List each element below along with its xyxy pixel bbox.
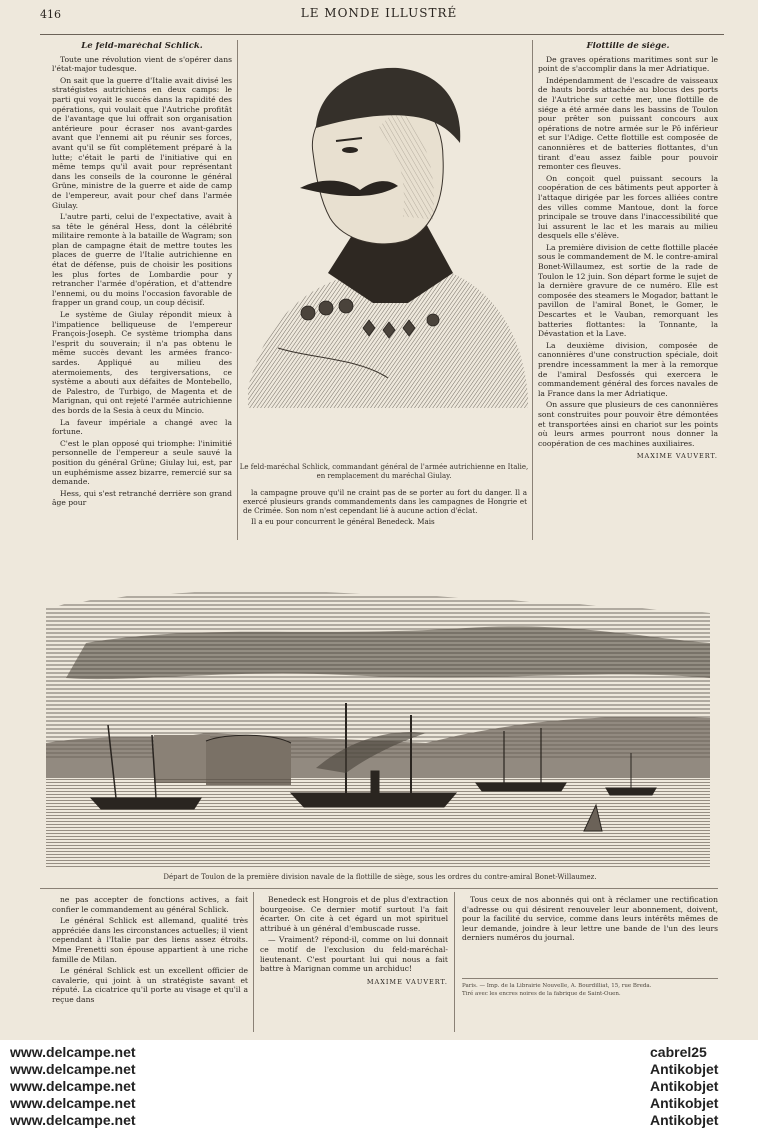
- column-divider: [532, 40, 533, 540]
- paragraph: On assure que plusieurs de ces canonnières sont construites pour pouvoir être démontées et transportées ainsi en chariot sur les points où leurs armes pourront nous donner la coopération de ces machines auxiliaires.: [538, 400, 718, 448]
- page-header: [0, 0, 758, 32]
- paragraph: De graves opérations maritimes sont sur le point de s'accomplir dans la mer Adriatique.: [538, 54, 718, 74]
- paragraph: Le général Schlick est un excellent officier de cavalerie, qui joint à un stratégiste savant et réputé. La cicatrice qu'il porte au visage et qu'il a reçue dans: [52, 966, 248, 1004]
- paragraph: Benedeck est Hongrois et de plus d'extraction bourgeoise. Ce dernier motif surtout l'a fait écarter. On cite à cet égard un mot spirituel attribué à un général d'embuscade russe.: [260, 895, 448, 933]
- harbor-engraving: [46, 583, 710, 868]
- watermark-left: www.delcampe.net: [10, 1044, 136, 1060]
- watermark-right: cabrel25: [650, 1044, 707, 1060]
- watermark-right: Antikobjet: [650, 1061, 719, 1077]
- middle-text: [243, 488, 527, 550]
- paragraph: L'autre parti, celui de l'expectative, avait à sa tête le général Hess, dont la célébrité militaire remonte à la bataille de Wagram; son plan de campagne était de mettre toutes les places de guerre de l'Italie autrichienne en état de défense, puis de choisir les positions les plus fortes de Lombardie pour y retrancher l'armée d'opération, et d'attendre l'ennemi, ou du moins l'occasion favorable de frapper un grand coup, un coup décisif.: [52, 212, 232, 308]
- page-number: 416: [40, 8, 61, 21]
- harbor-caption: Départ de Toulon de la première division navale de la flottille de siège, sous les ordres du contre-amiral Bonet-Willaumez.: [163, 873, 597, 881]
- paragraph: Tous ceux de nos abonnés qui ont à réclamer une rectification d'adresse ou qui désirent renouveler leur abonnement, doivent, pour la facilité du service, comme dans leurs intérêts mêmes de leur demande, joindre à leur lettre une bande de l'un des leurs derniers numéros du journal.: [462, 895, 718, 943]
- paragraph: La faveur impériale a changé avec la fortune.: [52, 417, 232, 437]
- paragraph: C'est le plan opposé qui triomphe: l'inimitié personnelle de l'empereur a seule sauvé la position du général Grüne; Giulay lui, est, par un euphémisme assez bizarre, remercié sur sa demande.: [52, 438, 232, 487]
- column-divider: [253, 892, 254, 1032]
- notice-rule: [462, 978, 718, 979]
- paragraph: la campagne prouve qu'il ne craint pas de se porter au fort du danger. Il a exercé plusieurs grands commandements dans les campagnes de Hongrie et de Crimée. Son nom n'est cependant lié à aucune action d'éclat.: [243, 488, 527, 515]
- paragraph: La première division de cette flottille placée sous le commandement de M. le contre-amiral Bonet-Willaumez, est sortie de la rade de Toulon le 12 juin. Son départ forme le sujet de la dernière gravure de ce numéro. Elle est composée des steamers le Mogador, battant le pavillon de l'amiral Bonet, le Gomer, le Descartes et le Vauban, remorquant les batteries flottantes: la Tonnante, la Dévastation et la Lave.: [538, 242, 718, 339]
- section-rule: [40, 888, 718, 889]
- paragraph: ne pas accepter de fonctions actives, a fait confier le commandement au général Schlick.: [52, 895, 248, 914]
- printer-line-2: Tiré avec les encres noires de la fabrique de Saint-Ouen.: [462, 991, 621, 997]
- watermark-left: www.delcampe.net: [10, 1078, 136, 1094]
- watermark-right: Antikobjet: [650, 1112, 719, 1128]
- portrait-engraving: [238, 58, 530, 460]
- paragraph: Le général Schlick est allemand, qualité très appréciée dans les circonstances actuelles; il vient cependant à l'Italie par des liens assez étroits. Mme Frenetti son épouse appartient à une riche famille de Milan.: [52, 916, 248, 964]
- left-article: [52, 42, 232, 532]
- paragraph: Il a eu pour concurrent le général Benedeck. Mais: [251, 517, 435, 526]
- paragraph: Le système de Giulay répondit mieux à l'impatience belliqueuse de l'empereur François-Joseph. Ce système triompha dans l'esprit du souverain; il n'a pas obtenu le même succès devant les armées franco-sardes. Appliqué au milieu des atermoiements, des tergiversations, ce système a abouti aux défaites de Montebello, de Palestro, de Turbigo, de Magenta et de Marignan, qui ont rejeté l'armée autrichienne des bords de la Sesia à ceux du Mincio.: [52, 310, 232, 415]
- watermark-left: www.delcampe.net: [10, 1112, 136, 1128]
- paragraph: — Vraiment? répond-il, comme on lui donnait ce motif de l'exclusion du feld-maréchal-lieutenant. C'est pourtant lui qui nous a fait battre à Marignan comme un archiduc!: [260, 935, 448, 974]
- subscriber-notice: [462, 895, 718, 975]
- right-article: [538, 42, 718, 554]
- column-divider: [454, 892, 455, 1032]
- printer-line: Paris. — Imp. de la Librairie Nouvelle, A. Bourdilliat, 15, rue Breda.: [462, 983, 652, 989]
- watermark-left: www.delcampe.net: [10, 1095, 136, 1111]
- paragraph: On conçoit quel puissant secours la coopération de ces bâtiments peut apporter à l'attaque dirigée par les forces alliées contre des villes comme Mantoue, dont la force principale se trouve dans l'inaccessibilité que lui assurent le lac et les marais au milieu desquels elle s'élève.: [538, 173, 718, 241]
- right-article-title: Flottille de siége.: [586, 42, 670, 51]
- paragraph: Hess, qui s'est retranché derrière son grand âge pour: [52, 488, 232, 508]
- signature: MAXIME VAUVERT.: [636, 452, 718, 461]
- watermark-right: Antikobjet: [650, 1095, 719, 1111]
- paragraph: On sait que la guerre d'Italie avait divisé les stratégistes autrichiens en deux camps: le parti qui voyait le succès dans la rapidité des opérations, qui voulait que l'Autriche profitât de l'avantage que lui offrait son organisation antérieure pour écraser nos avant-gardes avant que l'ennemi ait pu réunir ses forces, avant qu'il se fût complétement préparé à la lutte; c'était le parti de l'initiative qui en même temps qu'il avait pour représentant dans les conseils de la couronne le général Grüne, ministre de la guerre et aide de camp de l'empereur, avait pour chef dans l'armée Giulay.: [52, 75, 232, 210]
- left-article-continuation: [52, 895, 248, 1030]
- portrait-caption: Le feld-maréchal Schlick, commandant général de l'armée autrichienne en Italie, en remplacement du maréchal Giulay.: [239, 463, 529, 480]
- paragraph: Indépendamment de l'escadre de vaisseaux de hauts bords attachée au blocus des ports de l'Autriche sur cette mer, une flottille de siége a été armée dans les bassins de Toulon pour prêter son puissant concours aux opérations de notre armée sur le Pô inférieur et sur l'Adige. Cette flottille est composée de canonnières et de batteries flottantes, d'un tirant d'eau assez faible pour pouvoir remonter ces fleuves.: [538, 75, 718, 172]
- watermark-left: www.delcampe.net: [10, 1061, 136, 1077]
- header-rule: [40, 34, 724, 35]
- signature: MAXIME VAUVERT.: [366, 977, 448, 986]
- left-article-title: Le feld-maréchal Schlick.: [81, 42, 203, 51]
- paragraph: Toute une révolution vient de s'opérer dans l'état-major tudesque.: [52, 54, 232, 74]
- watermark-right: Antikobjet: [650, 1078, 719, 1094]
- watermark-footer: [0, 1040, 758, 1131]
- paragraph: La deuxième division, composée de canonnières d'une construction spéciale, doit prendre incessamment la mer à la remorque de l'amiral Desfossés qui exercera le commandement général des forces navales de la France dans la mer Adriatique.: [538, 340, 718, 398]
- middle-text-lower: [260, 895, 448, 1030]
- newspaper-title: LE MONDE ILLUSTRÉ: [300, 6, 458, 20]
